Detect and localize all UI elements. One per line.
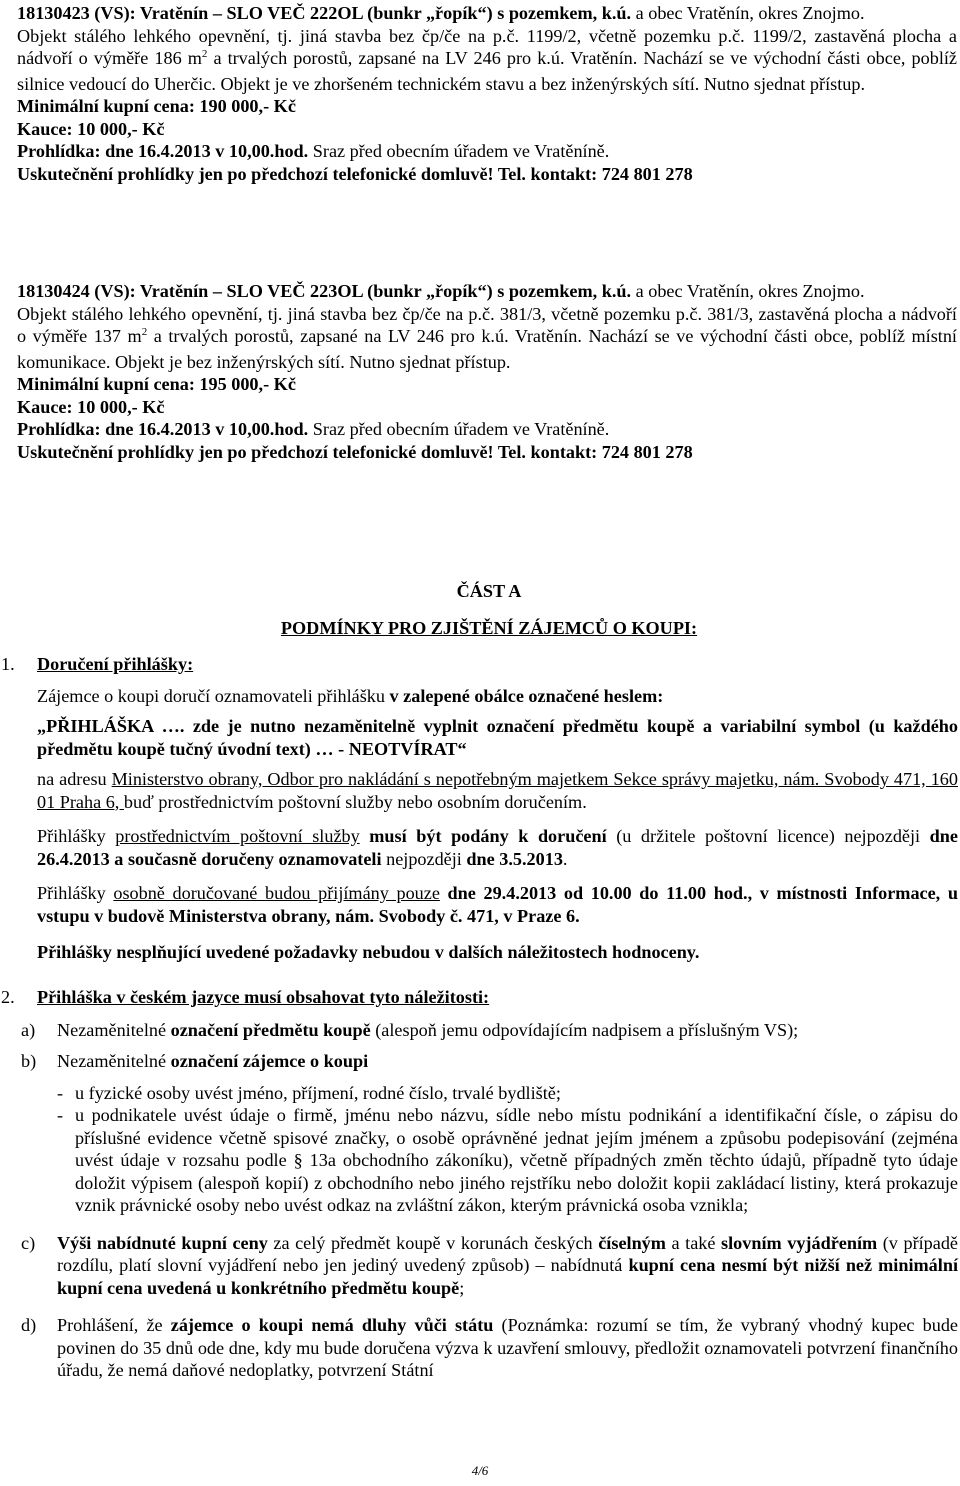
- postal-deadline-paragraph: Přihlášky prostřednictvím poštovní služby musí být podány k doručení (u držitele poštovní licence) nejpozději dne 26.4.2013 a současně doručeny oznamovateli nejpozději dne 3.5.2013.: [37, 826, 958, 869]
- deposit: Kauce: 10 000,- Kč: [17, 396, 165, 417]
- section-1: [1, 653, 958, 964]
- item-b-dash-1: - u fyzické osoby uvést jméno, příjmení, rodné číslo, trvalé bydliště;: [57, 1082, 561, 1103]
- item-b-dash-2: - u podnikatele uvést údaje o firmě, jménu nebo názvu, sídle nebo místu podnikání a identifikační čísle, o zápisu do příslušné evidence včetně spisové značky, o osobě oprávněné jednat jejím jménem a způsobu podepisování (zejména uvést údaje v rozsahu podle § 13a obchodního zákoníku), včetně případných změn těchto údajů, případně tyto údaje doložit výpisem (alespoň kopií) z obchodního nebo jiného rejstříku nebo doložit kopii zakládací listiny, která prokazuje vznik právnické osoby nebo uvést odkaz na zvláštní zákon, kterým právnická osoba vznikla;: [57, 1105, 958, 1215]
- item-b: b) Nezaměnitelné označení zájemce o koupi: [21, 1051, 369, 1071]
- section-1-title-row: [1, 653, 958, 676]
- deposit: Kauce: 10 000,- Kč: [17, 118, 165, 139]
- personal-delivery-paragraph: Přihlášky osobně doručované budou přijímány pouze dne 29.4.2013 od 10.00 do 11.00 hod., v místnosti Informace, u vstupu v budově Ministerstva obrany, nám. Svobody č. 471, v Praze 6.: [37, 883, 958, 926]
- section-title: Doručení přihlášky:: [37, 654, 194, 674]
- section-2-title-row: [1, 986, 958, 1009]
- item-a: a) Nezaměnitelné označení předmětu koupě (alespoň jemu odpovídajícím nadpisem a příslušným VS);: [21, 1019, 799, 1040]
- section-number: 2.: [1, 987, 15, 1007]
- lot-heading: 18130423 (VS): Vratěnín – SLO VEČ 222OL (bunkr „řopík“) s pozemkem, k.ú. a obec Vratěnín, okres Znojmo.: [17, 3, 865, 23]
- section-number: 1.: [1, 654, 15, 674]
- address-paragraph: na adresu Ministerstvo obrany, Odbor pro nakládání s nepotřebným majetkem Sekce správy majetku, nám. Svobody 471, 160 01 Praha 6, buď prostřednictvím poštovní služby nebo osobním doručením.: [37, 769, 958, 812]
- phone-note: Uskutečnění prohlídky jen po předchozí telefonické domluvě! Tel. kontakt: 724 801 278: [17, 163, 693, 184]
- section-title: Přihláška v českém jazyce musí obsahovat tyto náležitosti:: [37, 987, 490, 1007]
- item-c: c) Výši nabídnuté kupní ceny za celý předmět koupě v korunách českých číselným a také slovním vyjádřením (v případě rozdílu, platí slovní vyjádření nebo jen jediný uvedený způsob) – nabídnutá kupní cena nesmí být nižší než minimální kupní cena uvedená u konkrétního předmětu koupě;: [21, 1232, 959, 1298]
- min-price: Minimální kupní cena: 195 000,- Kč: [17, 374, 296, 394]
- invalid-applications-note: Přihlášky nesplňující uvedené požadavky nebudou v dalších náležitostech hodnoceny.: [37, 942, 700, 962]
- part-title: ČÁST A: [456, 581, 522, 601]
- page-number: 4/6: [471, 1463, 489, 1478]
- viewing: Prohlídka: dne 16.4.2013 v 10,00.hod. Sraz před obecním úřadem ve Vratěníně.: [17, 141, 610, 161]
- envelope-label-text: „PŘIHLÁŠKA …. zde je nutno nezaměnitelně vyplnit označení předmětu koupě a variabilní symbol (u každého předmětu koupě tučný úvodní text) … - NEOTVÍRAT“: [37, 716, 958, 759]
- lot-18130424: [17, 280, 957, 463]
- delivery-paragraph: Zájemce o koupi doručí oznamovateli přihlášku v zalepené obálce označené heslem:: [37, 685, 664, 706]
- lot-heading: 18130424 (VS): Vratěnín – SLO VEČ 223OL (bunkr „řopík“) s pozemkem, k.ú. a obec Vratěnín, okres Znojmo.: [17, 281, 865, 301]
- lot-description: Objekt stálého lehkého opevnění, tj. jiná stavba bez čp/če na p.č. 1199/2, včetně pozemku p.č. 1199/2, zastavěná plocha a nádvoří o výměře 186 $m^2$ a trvalých porostů, zapsané na LV 246 pro k.ú. Vratěnín. Nachází se ve východní části obce, poblíž silnice vedoucí do Uherčic. Objekt je ve zhoršeném technickém stavu a bez inženýrských sítí. Nutno sjednat přístup.: [17, 25, 957, 94]
- viewing: Prohlídka: dne 16.4.2013 v 10,00.hod. Sraz před obecním úřadem ve Vratěníně.: [17, 419, 610, 439]
- item-d: d) Prohlášení, že zájemce o koupi nemá dluhy vůči státu (Poznámka: rozumí se tím, že vybraný vhodný kupec bude povinen do 35 dnů ode dne, kdy mu bude doručena výzva k uzavření smlouvy, předložit oznamovateli potvrzení finančního úřadu, že nemá daňové nedoplatky, potvrzení Státní: [21, 1315, 958, 1380]
- lot-18130423: [17, 2, 957, 185]
- part-a-heading: [0, 580, 960, 639]
- min-price: Minimální kupní cena: 190 000,- Kč: [17, 96, 296, 116]
- part-subtitle: PODMÍNKY PRO ZJIŠTĚNÍ ZÁJEMCŮ O KOUPI:: [280, 617, 698, 638]
- phone-note: Uskutečnění prohlídky jen po předchozí telefonické domluvě! Tel. kontakt: 724 801 278: [17, 441, 693, 462]
- lot-description: Objekt stálého lehkého opevnění, tj. jiná stavba bez čp/če na p.č. 381/3, včetně pozemku p.č. 381/3, zastavěná plocha a nádvoří o výměře 137 $m^2$ a trvalých porostů, zapsané na LV 246 pro k.ú. Vratěnín. Nachází se ve východní části obce, poblíž místní komunikace. Objekt je bez inženýrských sítí. Nutno sjednat přístup.: [17, 303, 957, 372]
- section-2: [1, 986, 958, 1382]
